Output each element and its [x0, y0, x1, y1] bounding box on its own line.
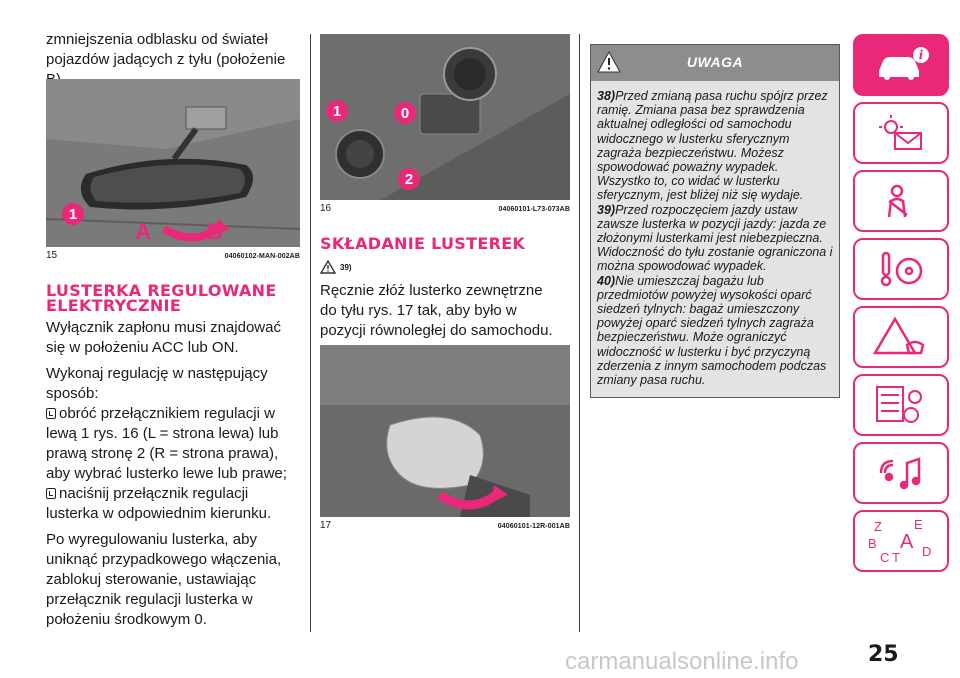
col1-body	[46, 318, 300, 630]
svg-text:i: i	[918, 48, 924, 62]
tab-driving[interactable]	[853, 238, 949, 300]
warning-box	[590, 44, 840, 398]
index-letter: B	[868, 536, 877, 551]
marker-B: B	[207, 219, 223, 244]
watermark: carmanualsonline.info	[565, 648, 799, 675]
tab-car-info[interactable]	[853, 34, 949, 96]
warning-item-number: 38)	[597, 89, 616, 103]
paragraph-lock: Po wyregulowaniu lusterka, aby uniknąć przypadkowego włączenia, zablokuj sterowanie, ustawiając przełącznik regulacji lusterka w położeniu środkowym 0.	[46, 531, 282, 628]
warning-item-text: Nie umieszczaj bagażu lub przedmiotów powyżej wysokości oparć siedzeń tylnych: bagaż umieszczony powyżej oparć siedzeń tylnych zagraża bezpieczeństwu. Może ograniczyć widoczność w lusterku i być przyczyną zderzenia z innym samochodem podczas zmiany pasa ruchu.	[597, 273, 827, 388]
warning-item-39	[597, 203, 833, 274]
warning-body	[591, 81, 839, 397]
bullet-item-2-text: naciśnij przełącznik regulacji lusterka w odpowiednim kierunku.	[46, 485, 272, 522]
key-steering-icon	[871, 247, 931, 291]
figure-code: 04060101-12R-001AB	[497, 523, 570, 530]
tab-lights[interactable]	[853, 102, 949, 164]
figure-16-caption	[320, 203, 570, 214]
figure-15-caption	[46, 250, 300, 261]
rearview-mirror-photo	[46, 79, 300, 247]
marker-A: A	[135, 219, 151, 244]
section-title-mirrors: LUSTERKA REGULOWANE ELEKTRYCZNIE	[46, 281, 277, 315]
mirror-switch-illustration	[320, 34, 570, 200]
tab-emergency[interactable]	[853, 306, 949, 368]
warning-item-number: 39)	[597, 202, 616, 217]
column-divider	[579, 34, 580, 632]
warning-header	[591, 45, 839, 81]
index-letter: C	[880, 550, 890, 565]
figure-17-caption	[320, 520, 570, 531]
figure-number: 15	[46, 250, 58, 261]
index-letter: A	[900, 531, 914, 553]
index-letter: T	[892, 550, 900, 565]
figure-15	[46, 79, 300, 261]
page-number: 25	[868, 642, 899, 667]
tab-multimedia[interactable]	[853, 442, 949, 504]
warning-title: UWAGA	[686, 54, 744, 70]
seatbelt-icon	[871, 181, 931, 221]
warning-item-40	[597, 274, 833, 388]
media-icon	[871, 451, 931, 495]
warning-ref-number: 39)	[340, 262, 352, 272]
figure-code: 04060101-L73-073AB	[498, 206, 570, 213]
paragraph-adjust: Wykonaj regulację w następujący sposób:	[46, 365, 268, 402]
figure-number: 17	[320, 520, 332, 531]
warning-item-38	[597, 89, 833, 203]
warning-item-text: Przed zmianą pasa ruchu spójrz przez ramię. Zmiana pasa bez sprawdzenia aktualnej odległości od samochodu widocznego w lusterku sferycznym zagraża bezpieczeństwu. Możesz spowodować poważny wypadek. Wszystko to, co widać w lusterku sferycznym, jest bliżej niż się wydaje.	[597, 89, 828, 203]
bullet-item-1	[46, 404, 300, 484]
figure-code: 04060102-MAN-002AB	[224, 253, 300, 260]
figure-16	[320, 34, 570, 214]
section-title-folding: SKŁADANIE LUSTEREK	[320, 234, 526, 253]
lights-mail-icon	[871, 113, 931, 153]
tab-service[interactable]	[853, 374, 949, 436]
checkbox-bullet-icon	[46, 408, 56, 419]
mirror-switch-photo	[320, 34, 570, 200]
warning-triangle-icon	[320, 260, 336, 274]
marker-2: 2	[398, 168, 420, 190]
warning-triangle-icon	[871, 315, 931, 359]
tab-index[interactable]	[853, 510, 949, 572]
bullet-item-1-text: obróć przełącznikiem regulacji w lewą 1 rys. 16 (L = strona lewa) lub prawą stronę 2 (R = strona prawa), aby wybrać lusterko lewe lub prawe;	[46, 405, 287, 482]
side-mirror-illustration	[320, 345, 570, 517]
column-3	[590, 44, 840, 398]
index-letter: E	[914, 517, 923, 532]
warning-item-text: Przed rozpoczęciem jazdy ustaw zawsze lusterka w pozycji jazdy: jazda ze złożonymi lusterkami jest niebezpieczna. Widoczność do tyłu zostanie ograniczona i można spowodować wypadek.	[597, 202, 833, 274]
paragraph-ignition: Wyłącznik zapłonu musi znajdować się w położeniu ACC lub ON.	[46, 319, 281, 356]
alphabet-index-icon	[866, 516, 936, 566]
checkbox-bullet-icon	[46, 488, 56, 499]
figure-number: 16	[320, 203, 332, 214]
figure-17	[320, 345, 570, 531]
warning-ref	[320, 260, 352, 274]
side-mirror-photo	[320, 345, 570, 517]
marker-0: 0	[394, 102, 416, 124]
column-divider	[310, 34, 311, 632]
bullet-item-2	[46, 484, 300, 524]
service-gears-icon	[871, 383, 931, 427]
paragraph-folding: Ręcznie złóż lusterko zewnętrzne do tyłu rys. 17 tak, aby było w pozycji równoległej do samochodu.	[320, 282, 553, 339]
tab-safety[interactable]	[853, 170, 949, 232]
index-letter: Z	[874, 519, 882, 534]
index-letter: D	[922, 544, 932, 559]
warning-item-number: 40)	[597, 273, 616, 288]
intro-text: zmniejszenia odblasku od świateł pojazdów jadących z tyłu (położenie	[46, 31, 286, 68]
car-info-icon	[871, 45, 931, 85]
marker-1: 1	[326, 100, 348, 122]
rearview-mirror-illustration	[46, 79, 300, 247]
marker-1: 1	[62, 203, 84, 225]
